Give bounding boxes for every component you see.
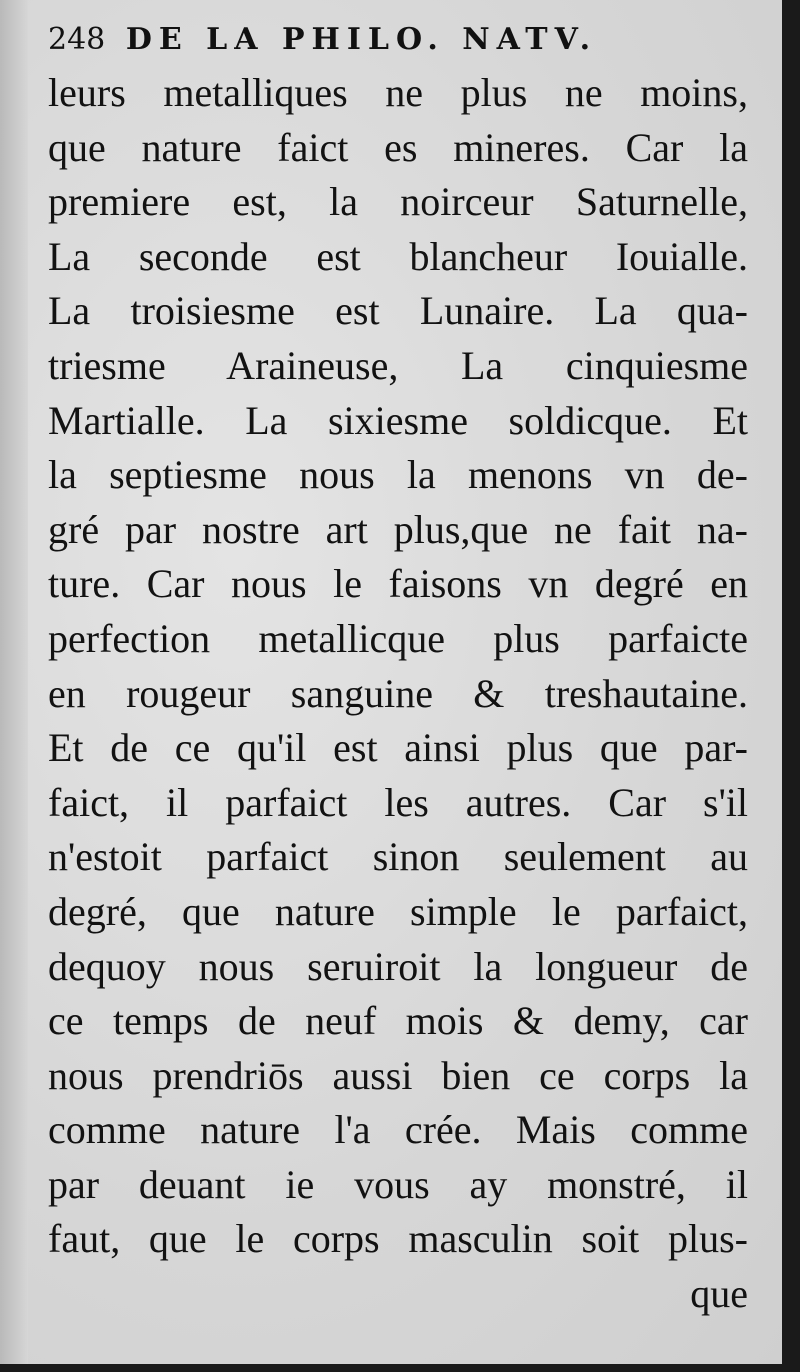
text-line: faut, que le corps masculin soit plus- <box>48 1216 748 1262</box>
text-line: par deuant ie vous ay monstré, il <box>48 1161 748 1207</box>
text-line: dequoy nous seruiroit la longueur de <box>48 943 748 989</box>
text-line: n'estoit parfaict sinon seulement au <box>48 834 748 880</box>
page-header <box>48 22 748 57</box>
text-line: ture. Car nous le faisons vn degré en <box>48 561 748 607</box>
text-line: nous prendriōs aussi bien ce corps la <box>48 1052 748 1098</box>
text-line: perfection metallicque plus parfaicte <box>48 615 748 661</box>
text-line: premiere est, la noirceur Saturnelle, <box>48 179 748 225</box>
page-number: 248 <box>48 22 106 57</box>
text-line: La troisiesme est Lunaire. La qua- <box>48 288 748 334</box>
text-line: faict, il parfaict les autres. Car s'il <box>48 779 748 825</box>
text-line: La seconde est blancheur Iouialle. <box>48 233 748 279</box>
text-line: Et de ce qu'il est ainsi plus que par- <box>48 725 748 771</box>
text-line: que nature faict es mineres. Car la <box>48 124 748 170</box>
body-text <box>48 66 748 1322</box>
catchword: que <box>690 1271 748 1317</box>
page-gutter <box>0 0 28 1364</box>
text-line: gré par nostre art plus,que ne fait na- <box>48 506 748 552</box>
text-line: triesme Araineuse, La cinquiesme <box>48 342 748 388</box>
text-line: comme nature l'a crée. Mais comme <box>48 1107 748 1153</box>
text-line: en rougeur sanguine & treshautaine. <box>48 670 748 716</box>
text-line: leurs metalliques ne plus ne moins, <box>48 70 748 115</box>
text-line: Martialle. La sixiesme soldicque. Et <box>48 397 748 443</box>
running-title: DE LA PHILO. NATV. <box>125 22 598 57</box>
text-line: la septiesme nous la menons vn de- <box>48 452 748 498</box>
text-line: degré, que nature simple le parfaict, <box>48 888 748 934</box>
text-line: ce temps de neuf mois & demy, car <box>48 998 748 1044</box>
